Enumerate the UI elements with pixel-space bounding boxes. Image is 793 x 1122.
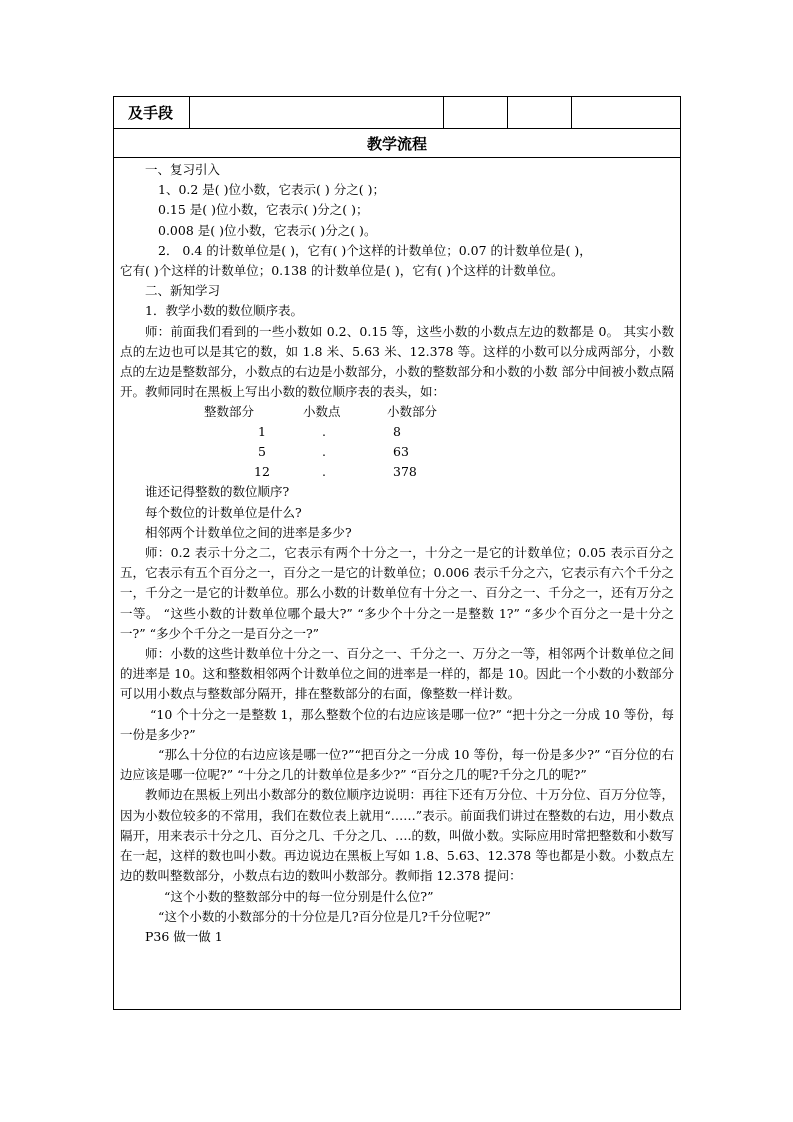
quote-1: “这个小数的整数部分中的每一位分别是什么位?”	[164, 888, 434, 904]
paragraph-5: “那么十分位的右边应该是哪一位?”“把百分之一分成 10 等份，每一份是多少?” “百分位的右边应该是哪一位呢?” “十分之几的计数单位是多少?” “百分之几的呢?千分之几的呢?”	[120, 747, 674, 783]
review-q2b: 它有( )个这样的计数单位；0.138 的计数单位是( )，它有( )个这样的计数单位。	[120, 263, 564, 279]
paragraph-3: 师：小数的这些计数单位十分之一、百分之一、千分之一、万分之一等，相邻两个计数单位之间的进率是 10。这和整数相邻两个计数单位之间的进率是一样的，都是 10。因此一个小数的小数部分可以用小数点与整数部分隔开，排在整数部分的右面，像整数一样计数。	[120, 646, 674, 702]
methods-cell-3	[508, 97, 572, 128]
lesson-content	[114, 158, 680, 1009]
review-q1b: 0.15 是( )位小数，它表示( )分之( )；	[158, 202, 369, 218]
question-2: 每个数位的计数单位是什么?	[145, 504, 302, 520]
new-learning-sub1: 1．教学小数的数位顺序表。	[145, 303, 303, 319]
methods-label: 及手段	[114, 97, 190, 128]
table-cell: 378	[393, 464, 417, 480]
table-cell: .	[322, 464, 326, 480]
quote-2: “这个小数的小数部分的十分位是几?百分位是几?千分位呢?”	[158, 908, 491, 924]
methods-cell-4	[572, 97, 680, 128]
table-cell: 5	[258, 444, 266, 460]
table-cell: .	[322, 444, 326, 460]
table-cell: 8	[393, 424, 401, 440]
question-1: 谁还记得整数的数位顺序?	[145, 484, 290, 500]
paragraph-2: 师：0.2 表示十分之二，它表示有两个十分之一，十分之一是它的计数单位；0.05 表示百分之五，它表示有五个百分之一，百分之一是它的计数单位；0.006 表示千分之六，它表示有六个千分之一，千分之一是它的计数单位。那么小数的计数单位有十分之一、百分之一、千分之一，还有万分之一等。 “这些小数的计数单位哪个最大?” “多少个十分之一是整数 1?” “多少个百分之一是十分之一?” “多少个千分之一是百分之一?”	[120, 545, 674, 641]
lesson-plan-table	[113, 96, 681, 1010]
table-header-decimal: 小数部分	[387, 404, 438, 420]
review-q2a: 2． 0.4 的计数单位是( )，它有( )个这样的计数单位；0.07 的计数单位是( )，	[158, 242, 592, 258]
methods-row	[114, 97, 680, 129]
table-header-integer: 整数部分	[204, 404, 255, 420]
table-header-point: 小数点	[303, 404, 341, 420]
review-q1a: 1、0.2 是( )位小数，它表示( ) 分之( )；	[158, 182, 385, 198]
review-heading: 一、复习引入	[145, 162, 221, 177]
table-cell: 12	[254, 464, 270, 480]
paragraph-4: “10 个十分之一是整数 1，那么整数个位的右边应该是哪一位?” “把十分之一分成 10 等份，每一份是多少?”	[120, 706, 674, 742]
new-learning-heading: 二、新知学习	[145, 283, 221, 299]
section-title: 教学流程	[114, 129, 680, 158]
methods-cell-1	[190, 97, 444, 128]
methods-cell-2	[444, 97, 508, 128]
place-value-table	[120, 402, 674, 482]
table-cell: 1	[258, 424, 266, 440]
paragraph-1: 师：前面我们看到的一些小数如 0.2、0.15 等，这些小数的小数点左边的数都是 0。 其实小数点的左边也可以是其它的数，如 1.8 米、5.63 米、12.378 等。这样的小数可以分成两部分，小数点的左边是整数部分，小数点的右边是小数部分，小数的整数部分和小数的小数 部分中间被小数点隔开。教师同时在黑板上写出小数的数位顺序表的表头，如：	[120, 323, 674, 400]
table-cell: .	[322, 424, 326, 440]
paragraph-6: 教师边在黑板上列出小数部分的数位顺序边说明：再往下还有万分位、十万分位、百万分位等，因为小数位较多的不常用，我们在数位表上就用“……”表示。前面我们讲过在整数的右边，用小数点隔开，用来表示十分之几、百分之几、千分之几、….的数，叫做小数。实际应用时常把整数和小数写在一起，这样的数也叫小数。再边说边在黑板上写如 1.8、5.63、12.378 等也都是小数。小数点左边的数叫整数部分，小数点右边的数叫小数部分。教师指 12.378 提问：	[120, 787, 674, 884]
review-q1c: 0.008 是( )位小数，它表示( )分之( )。	[158, 222, 377, 238]
exercise-reference: P36 做一做 1	[145, 928, 223, 944]
question-3: 相邻两个计数单位之间的进率是多少?	[145, 524, 352, 540]
table-cell: 63	[393, 444, 409, 460]
